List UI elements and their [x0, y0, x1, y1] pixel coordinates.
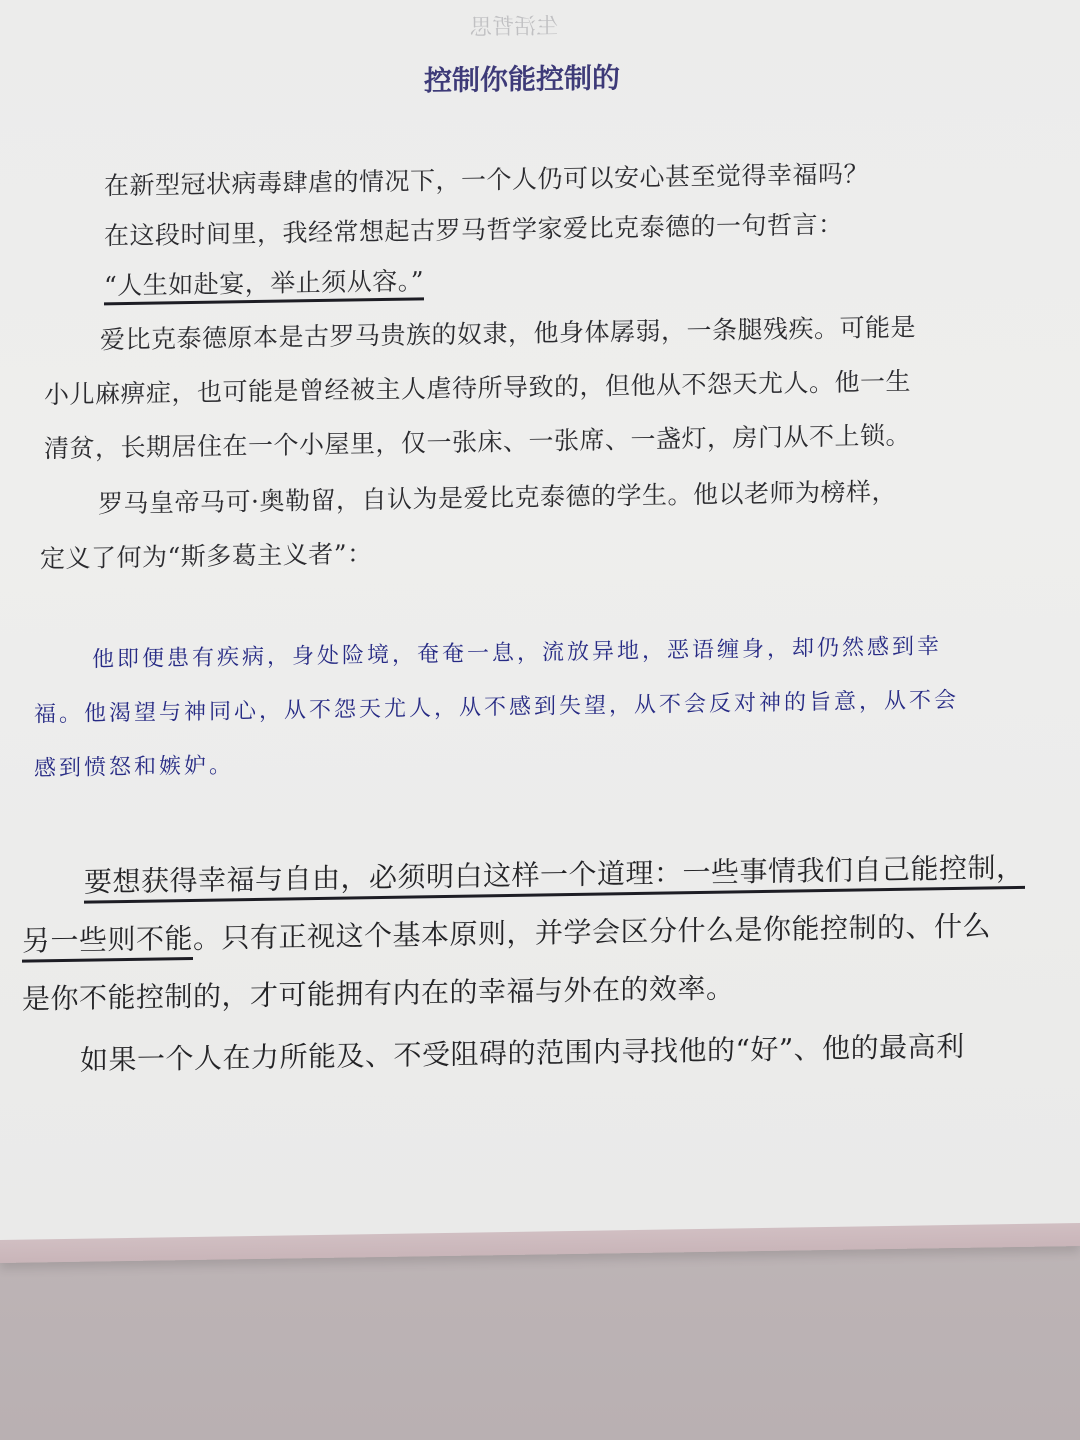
paragraph-6-line-2: [22, 904, 991, 959]
paragraph-5-line-2: 定义了何为“斯多葛主义者”：: [40, 539, 373, 574]
underlined-quote: “人生如赴宴，举止须从容。”: [104, 266, 424, 305]
epictetus-quote: [104, 261, 424, 302]
paragraph-2: 在这段时间里，我经常想起古罗马哲学家爱比克泰德的一句哲言：: [104, 209, 844, 251]
underlined-phrase: 另一些则不能: [22, 922, 193, 963]
paragraph-4-line-3: 清贫，长期居住在一个小屋里，仅一张床、一张席、一盏灯，房门从不上锁。: [44, 420, 912, 464]
underlined-sentence: 要想获得幸福与自由，必须明白这样一个道理：一些事情我们自己能控制，: [84, 851, 1025, 904]
paragraph-6-line-3: 是你不能控制的，才可能拥有内在的幸福与外在的效率。: [22, 971, 735, 1016]
paragraph-5-line-1: 罗马皇帝马可·奥勒留，自认为是爱比克泰德的学生。他以老师为榜样，: [98, 476, 897, 519]
paragraph-1: 在新型冠状病毒肆虐的情况下，一个人仍可以安心甚至觉得幸福吗？: [104, 159, 870, 201]
running-head: 生活哲思: [470, 14, 559, 41]
paragraph-6-line-1: [84, 846, 1025, 901]
paragraph-6-line-2-rest: 。只有正视这个基本原则，并学会区分什么是你能控制的、什么: [193, 909, 992, 955]
stoic-quote-line-3: 感到愤怒和嫉妒。: [34, 753, 235, 782]
paragraph-7-line-1: 如果一个人在力所能及、不受阻碍的范围内寻找他的“好”、他的最高利: [80, 1029, 965, 1077]
paragraph-4-line-2: 小儿麻痹症，也可能是曾经被主人虐待所导致的，但他从不怨天尤人。他一生: [44, 366, 912, 410]
paragraph-4-line-1: 爱比克泰德原本是古罗马贵族的奴隶，他身体孱弱，一条腿残疾。可能是: [100, 312, 917, 355]
chapter-title: 控制你能控制的: [424, 61, 621, 98]
stoic-quote-line-2: 福。他渴望与神同心，从不怨天尤人，从不感到失望，从不会反对神的旨意，从不会: [34, 687, 960, 728]
stoic-quote-line-1: 他即便患有疾病，身处险境，奄奄一息，流放异地，恶语缠身，却仍然感到幸: [92, 634, 943, 673]
